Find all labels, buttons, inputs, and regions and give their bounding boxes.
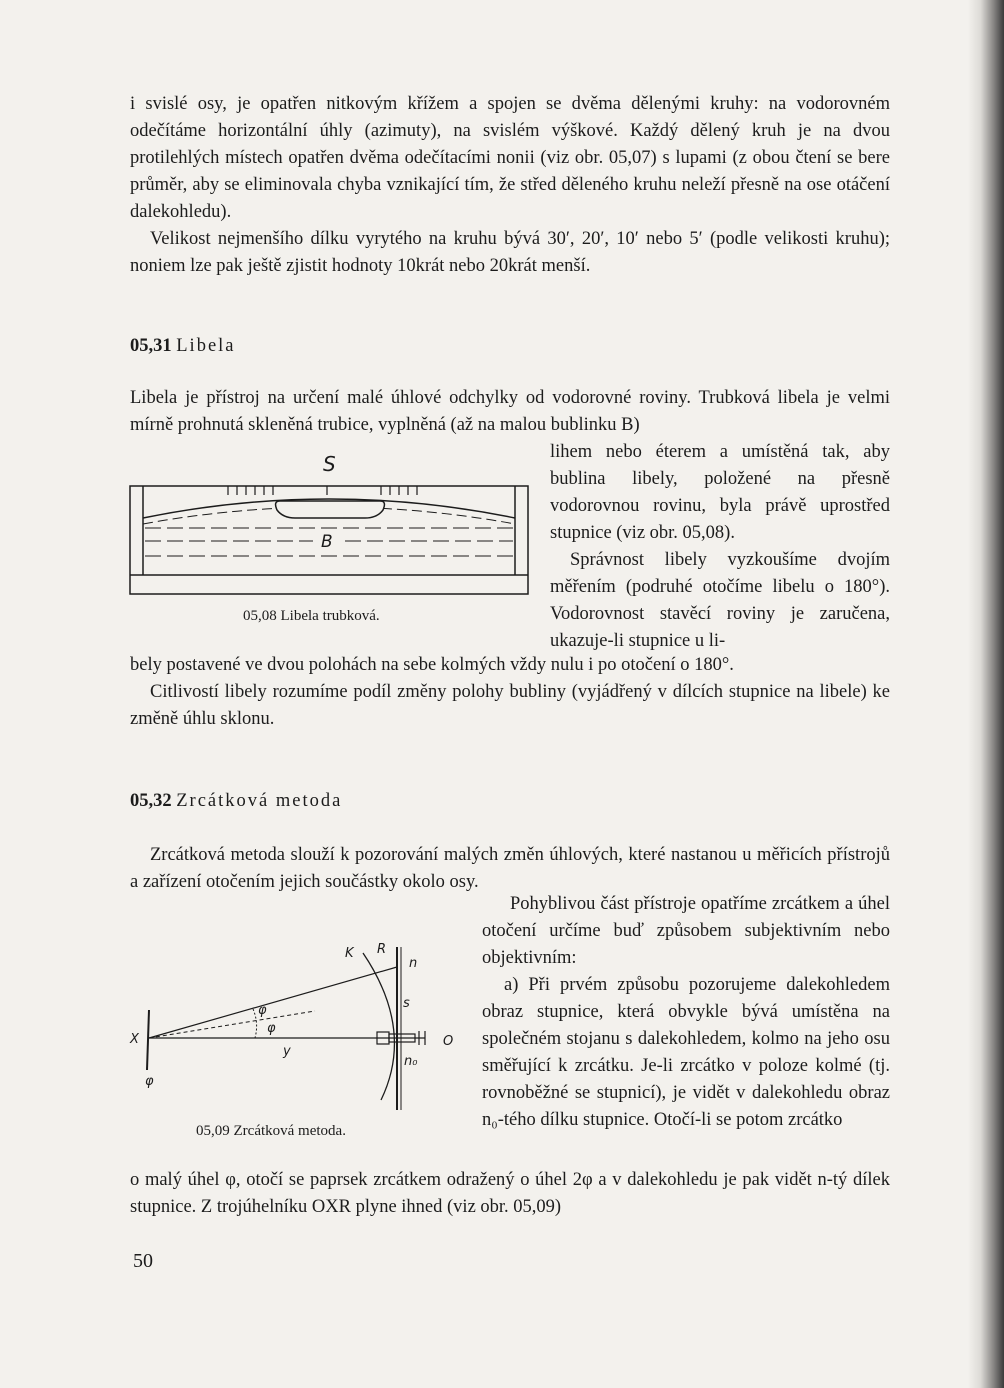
label-phi-bottom: φ (145, 1074, 154, 1089)
libela-lead (130, 385, 890, 439)
intro-text (130, 91, 890, 280)
zrcatkova-wrap-1: Pohyblivou část přístroje opatříme zrcátkem a úhel otočení určíme buď způsobem subjektivním nebo objektivním: (482, 894, 890, 968)
zrcatkova-continued-text: o malý úhel φ, otočí se paprsek zrcátkem odražený o úhel 2φ a v dalekohledu je pak vidět n-tý dílek stupnice. Z trojúhelníku OXR plyne ihned (viz obr. 05,09) (130, 1170, 890, 1217)
zrcatkova-lead (130, 842, 890, 896)
zrcatkova-wrap-2: a) Při prvém způsobu pozorujeme dalekohledem obraz stupnice, která obvykle bývá umístěna na společném stojanu s dalekohledem, kolmo na jeho osu směřující k zrcátku. Je-li zrcátko v poloze kolmé (tj. rovnoběžné se stupnicí), je vidět v dalekohledu obraz n₀-tého dílku stupnice. Otočí-li se potom zrcátko (482, 975, 890, 1130)
label-phi2: φ (267, 1021, 276, 1036)
label-s: s (403, 996, 410, 1011)
label-o: O (443, 1034, 454, 1049)
intro-paragraph-1: i svislé osy, je opatřen nitkovým křížem a spojen se dvěma dělenými kruhy: na vodorovném odečítáme horizontální úhly (azimuty), na svislém výškové. Každý dělený kruh je na dvou protilehlých místech opatřen dvěma odečítacími nonii (viz obr. 05,07) s lupami (z obou čtení se bere průměr, aby se eliminovala chyba vznikající tím, že střed děleného kruhu neleží přesně na ose otáčení dalekohledu). (130, 94, 890, 222)
libela-wrap-1: lihem nebo éterem a umístěná tak, aby bublina libely, položené na přesně vodorovnou rovinu, byla právě uprostřed stupnice (viz obr. 05,08). (550, 442, 890, 543)
mirror-method-caption: 05,09 Zrcátková metoda. (196, 1123, 346, 1139)
libela-wrap-text (550, 439, 890, 655)
section-heading-libela (130, 336, 236, 357)
zrcatkova-lead-text: Zrcátková metoda slouží k pozorování malých změn úhlových, které nastanou u měřicích přístrojů a zařízení otočením jejich součástky okolo osy. (130, 845, 890, 892)
libela-figure (125, 450, 535, 600)
libela-sensitivity-text: Citlivostí libely rozumíme podíl změny polohy bubliny (vyjádřený v dílcích stupnice na libele) ke změně úhlu sklonu. (130, 682, 890, 729)
section-number: 05,32 (130, 791, 172, 811)
label-r: R (377, 942, 387, 957)
section-title: Zrcátková metoda (176, 791, 343, 811)
libela-lead-text: Libela je přístroj na určení malé úhlové odchylky od vodorovné roviny. Trubková libela je velmi mírně prohnutá skleněná trubice, vyplněná (až na malou bublinku B) (130, 388, 890, 435)
figure-label-s: S (323, 452, 336, 476)
libela-continued (130, 652, 890, 733)
intro-paragraph-2: Velikost nejmenšího dílku vyrytého na kruhu bývá 30′, 20′, 10′ nebo 5′ (podle velikosti kruhu); noniem lze pak ještě zjistit hodnoty 10krát nebo 20krát menší. (130, 229, 890, 276)
label-y: y (283, 1044, 291, 1059)
mirror-method-figure (125, 935, 465, 1115)
section-title: Libela (176, 336, 236, 356)
zrcatkova-wrap-text (482, 891, 890, 1134)
libela-caption: 05,08 Libela trubková. (243, 608, 380, 624)
zrcatkova-continued (130, 1167, 890, 1221)
figure-label-b: B (321, 532, 333, 552)
libela-wrap-2: Správnost libely vyzkoušíme dvojím měřením (podruhé otočíme libelu o 180°). Vodorovnost stavěcí roviny je zaručena, ukazuje-li stupnice u li- (550, 550, 890, 651)
label-n: n (409, 956, 418, 971)
label-n0: n₀ (404, 1054, 418, 1069)
page-edge-shadow (968, 0, 1004, 1388)
libela-continued-text: bely postavené ve dvou polohách na sebe kolmých vždy nulu i po otočení o 180°. (130, 655, 734, 675)
section-number: 05,31 (130, 336, 172, 356)
page-number: 50 (133, 1250, 153, 1272)
label-k: K (345, 946, 354, 961)
label-x: X (130, 1032, 139, 1047)
label-phi: φ (258, 1003, 267, 1018)
section-heading-zrcatkova (130, 791, 342, 812)
